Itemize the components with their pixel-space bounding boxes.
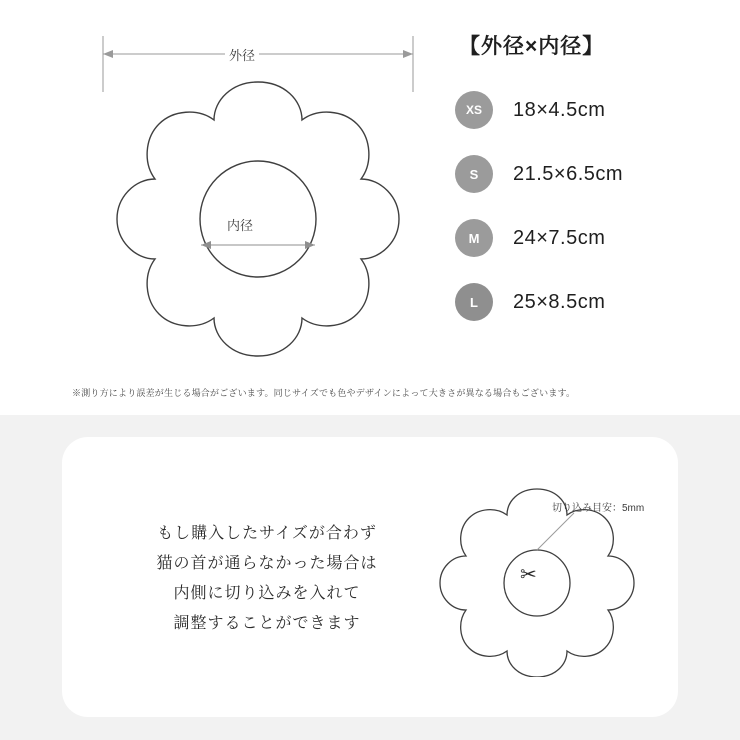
cut-inner-circle — [504, 550, 570, 616]
size-value-s: 21.5×6.5cm — [513, 162, 624, 185]
size-row-s — [455, 142, 725, 206]
inner-circle — [200, 161, 316, 277]
size-value-l: 25×8.5cm — [513, 290, 606, 313]
cut-guide-diagram — [422, 477, 652, 677]
cut-depth-note: 切り込み目安：5mm — [552, 503, 645, 514]
scissors-icon: ✂ — [520, 564, 537, 586]
size-row-xs — [455, 78, 725, 142]
size-row-l — [455, 270, 725, 334]
adjustment-card — [62, 437, 678, 717]
flower-dimension-diagram — [75, 20, 445, 380]
size-value-m: 24×7.5cm — [513, 226, 606, 249]
inner-diameter-label: 内径 — [223, 215, 257, 234]
measurement-disclaimer: ※測り方により誤差が生じる場合がございます。同じサイズでも色やデザインによって大きさが異なる場合もございます。 — [72, 388, 576, 398]
size-row-m — [455, 206, 725, 270]
outer-diameter-label: 外径 — [225, 45, 259, 64]
size-badge-l: L — [455, 283, 493, 321]
size-list — [455, 30, 725, 334]
adjustment-message: もし購入したサイズが合わず 猫の首が通らなかった場合は 内側に切り込みを入れて 調整することができます — [156, 525, 378, 632]
adjustment-section — [0, 415, 740, 740]
size-badge-xs: XS — [455, 91, 493, 129]
size-list-title: 【外径×内径】 — [459, 35, 605, 58]
size-badge-s: S — [455, 155, 493, 193]
size-value-xs: 18×4.5cm — [513, 98, 606, 121]
flower-shape-svg — [75, 20, 445, 380]
size-badge-m: M — [455, 219, 493, 257]
